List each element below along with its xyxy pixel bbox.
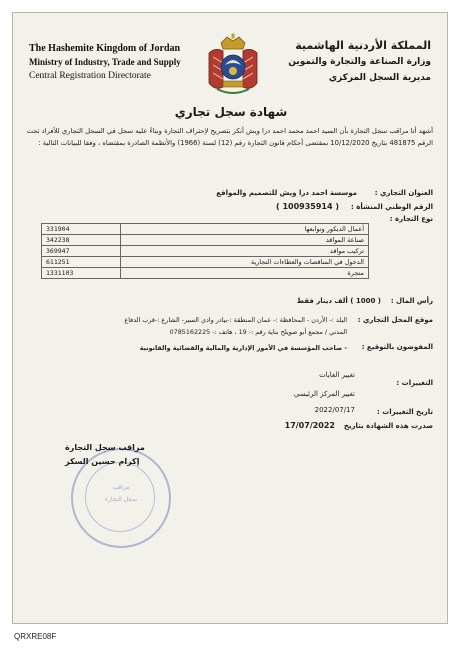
header-ar-ministry: وزارة الصناعة والتجارة والتموين <box>288 57 431 67</box>
activities-table <box>41 223 369 279</box>
location-label: موقع المحل التجاري : <box>357 316 433 324</box>
header-ar-directorate: مديرية السجل المركزي <box>328 73 431 83</box>
trade-type-label: نوع التجارة : <box>389 215 433 223</box>
authorized-value: - صاحب المؤسسة في الأمور الإدارية والمالية والقضائية والقانونية <box>139 344 347 352</box>
intro-paragraph: أشهد أنا مراقب سجل التجارة بأن السيد احمد محمد احمد درا ويش أنكر بتصريح لإحتراف التجارة وبناءً عليه سجل في السجل التجاري للأفراد تحت الرقم 481875 بتاريخ 10/12/2020 بمقتضى أحكام قانون التجارة رقم (12) لسنة (1966) والأنظمة الصادرة بمقتضاه ، وفقا للبيانات التالية : <box>26 127 433 147</box>
trade-name-label: العنوان التجاري : <box>374 189 433 197</box>
activity-code: 331904 <box>42 224 121 235</box>
change-date-value: 2022/07/17 <box>314 406 355 414</box>
issue-date-value: 17/07/2022 <box>284 421 335 430</box>
stamp-line1: مراقب <box>112 484 130 491</box>
header-en-directorate: Central Registration Directorate <box>29 71 151 81</box>
activity-code: 342238 <box>42 235 121 246</box>
coat-of-arms-icon <box>203 33 263 97</box>
table-row <box>42 268 369 279</box>
signature-name: إكرام حسين السكر <box>65 457 140 466</box>
activity-desc: الدخول في المناقصات والعطاءات التجارية <box>121 257 369 268</box>
table-row <box>42 246 369 257</box>
issue-date-label: صدرت هذه الشهادة بتاريخ <box>343 422 433 430</box>
table-row <box>42 235 369 246</box>
activity-desc: تركيب مواقد <box>121 246 369 257</box>
header-en-kingdom: The Hashemite Kingdom of Jordan <box>29 43 181 54</box>
change-date-label: تاريخ التغييرات : <box>377 408 433 416</box>
authorized-label: المفوضون بالتوقيع : <box>361 343 433 351</box>
stamp-line2: سجل التجارة <box>104 496 138 503</box>
table-row <box>42 257 369 268</box>
document-ref-code: QRXRE08F <box>14 632 57 641</box>
activity-desc: أعمال الديكور وتوابعها <box>121 224 369 235</box>
activity-desc: متجرة <box>121 268 369 279</box>
header-en-ministry: Ministry of Industry, Trade and Supply <box>29 57 181 67</box>
changes-label: التغييرات : <box>396 379 433 387</box>
activity-code: 1331103 <box>42 268 121 279</box>
header-ar-kingdom: المملكة الأردنية الهاشمية <box>295 39 431 52</box>
table-row <box>42 224 369 235</box>
location-line1: البلد :- الأردن - المحافظة :- عمان المنطقة :-بيادر وادي السير- الشارع :-قرب الدفاع <box>124 316 347 324</box>
certificate-page <box>12 12 448 624</box>
capital-value: ( 1000 ) ألف دينار فقط <box>296 297 381 305</box>
signature-title: مراقب سجل التجارة <box>65 443 145 452</box>
location-line2: المدني / مجمع أبو صويلح بناية رقم :- 19 ، هاتف :- 0785162225 <box>169 328 347 336</box>
capital-label: رأس المال : <box>390 297 433 305</box>
national-no-label: الرقم الوطني المنشأة : <box>351 203 433 211</box>
activity-code: 611251 <box>42 257 121 268</box>
trade-name-value: موسسة احمد درا ويش للتصميم والمواقع <box>216 189 357 197</box>
changes-line2: تغيير المركز الرئيسي <box>293 390 355 398</box>
activity-desc: صناعة المواقد <box>121 235 369 246</box>
certificate-title: شهادة سجل تجاري <box>174 105 288 119</box>
activity-code: 369947 <box>42 246 121 257</box>
national-no-value: ( 100935914 ) <box>275 202 339 211</box>
changes-line1: تغيير الغايات <box>319 371 355 379</box>
